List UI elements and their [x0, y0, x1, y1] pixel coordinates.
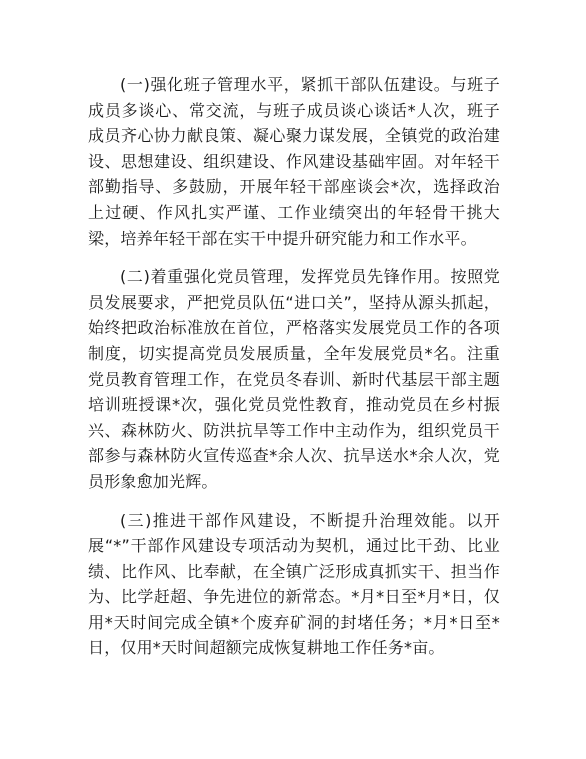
paragraph-team-management: (一)强化班子管理水平，紧抓干部队伍建设。与班子成员多谈心、常交流，与班子成员谈心谈话*人次，班子成员齐心协力献良策、凝心聚力谋发展，全镇党的政治建设、思想建设、组织建设、作风建设基础牢固。对年轻干部勤指导、多鼓励，开展年轻干部座谈会*次，选择政治上过硬、作风扎实严谨、工作业绩突出的年轻骨干挑大梁，培养年轻干部在实干中提升研究能力和工作水平。 — [88, 75, 500, 248]
document-body — [88, 72, 500, 674]
paragraph-cadre-style: (三)推进干部作风建设，不断提升治理效能。以开展“*”干部作风建设专项活动为契机，通过比干劲、比业绩、比作风、比奉献，在全镇广泛形成真抓实干、担当作为、比学赶超、争先进位的新常态。*月*日至*月*日，仅用*天时间完成全镇*个废弃矿洞的封堵任务；*月*日至*日，仅用*天时间超额完成恢复耕地工作任务*亩。 — [88, 510, 500, 658]
paragraph-party-member-management: (二)着重强化党员管理，发挥党员先锋作用。按照党员发展要求，严把党员队伍“进口关”，坚持从源头抓起，始终把政治标准放在首位，严格落实发展党员工作的各项制度，切实提高党员发展质量，全年发展党员*名。注重党员教育管理工作，在党员冬春训、新时代基层干部主题培训班授课*次，强化党员党性教育，推动党员在乡村振兴、森林防火、防洪抗旱等工作中主动作为，组织党员干部参与森林防火宣传巡查*余人次、抗旱送水*余人次，党员形象愈加光辉。 — [88, 267, 500, 491]
